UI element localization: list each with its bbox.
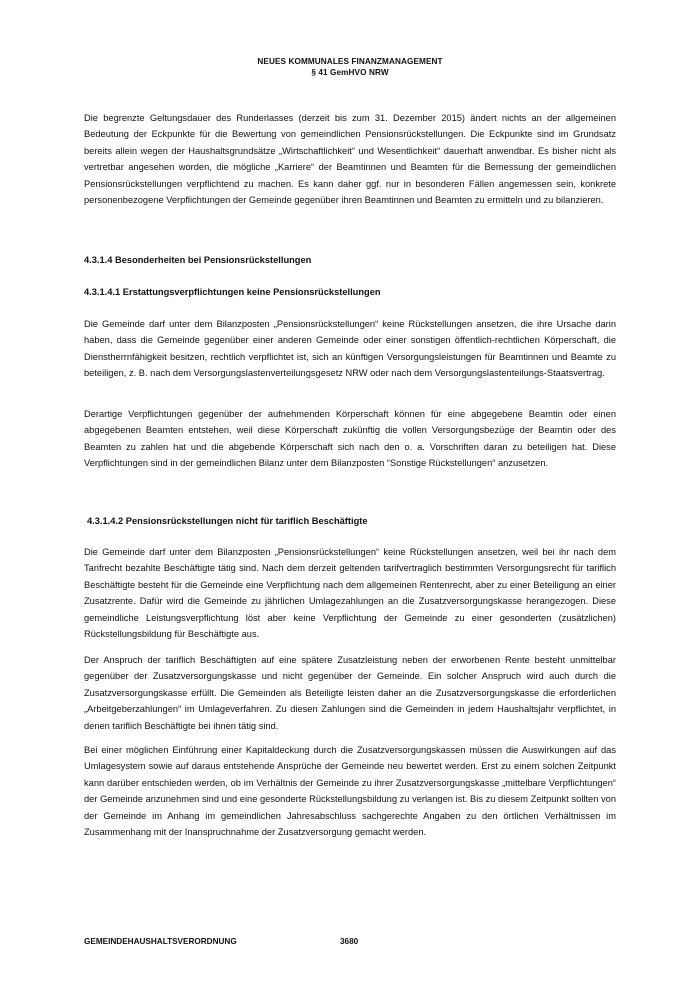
paragraph-text: Die Gemeinde darf unter dem Bilanzposten „Pensionsrückstellungen“ keine Rückstellungen ansetzen, die ihre Ursache darin haben, dass die Gemeinde gegenüber einer anderen Gemeinde oder einer sonstigen öffentlich-rechtlichen Körperschaft, die Dienstherrnfähigkeit besitzen, rechtlich verpflichtet ist, sich an künftigen Versorgungsleistungen für Beamtinnen und Beamte zu beteiligen, z. B. nach dem Versorgungslastenverteilungsgesetz NRW oder nach dem Versorgungslastenteilungs-Staatsvertrag. <box>84 319 616 379</box>
footer-page-number: 3680 <box>340 937 359 946</box>
paragraph-text: Die begrenzte Geltungsdauer des Runderlasses (derzeit bis zum 31. Dezember 2015) ändert nichts an der allgemeinen Bedeutung der Eckpunkte für die Bewertung von gemeindlichen Pensionsrückstellungen. Die Eckpunkte sind im Grundsatz bereits allein wegen der Haushaltsgrundsätze „Wirtschaftlichkeit“ und Wesentlichkeit“ dauerhaft anwendbar. Es bisher nicht als vertretbar angesehen worden, die mögliche „Karriere“ der Beamtinnen und Beamten für die Bemessung der gemeindlichen Pensionsrückstellungen verpflichtend zu machen. Es kann daher ggf. nur in besonderen Fällen angemessen sein, konkrete personenbezogene Verpflichtungen der Gemeinde gegenüber ihren Beamtinnen und Beamten zu ermitteln und zu bilanzieren. <box>84 113 616 206</box>
paragraph-text: Die Gemeinde darf unter dem Bilanzposten „Pensionsrückstellungen“ keine Rückstellungen ansetzen, weil bei ihr nach dem Tarifrecht bezahlte Beschäftigte tätig sind. Nach dem derzeit geltenden tarifvertraglich bestimmten Versorgungsrecht für tariflich Beschäftigte besteht für die Gemeinde eine Verpflichtung nach dem allgemeinen Rentenrecht, aber zu einer Beteiligung an einer Zusatzrente. Dafür wird die Gemeinde zu jährlichen Umlagezahlungen an die Zusatzversorgungskasse herangezogen. Diese gemeindliche Leistungsverpflichtung löst aber keine Verpflichtung der Gemeinde zu einer gesonderten (zusätzlichen) Rückstellungsbildung für Beschäftigte aus. <box>84 547 616 640</box>
header-title: NEUES KOMMUNALES FINANZMANAGEMENT <box>257 57 443 66</box>
paragraph-4-3-1-4-2-c <box>84 742 616 840</box>
paragraph-4-3-1-4-1-a <box>84 316 616 382</box>
paragraph-text: Bei einer möglichen Einführung einer Kapitaldeckung durch die Zusatzversorgungskassen müssen die Auswirkungen auf das Umlagesystem sowie auf daraus entstehende Ansprüche der Gemeinde neu bewertet werden. Erst zu einem solchen Zeitpunkt kann darüber entschieden werden, ob im Verhältnis der Gemeinde zu ihrer Zusatzversorgungskasse „mittelbare Verpflichtungen“ der Gemeinde anzunehmen sind und eine gesonderte Rückstellungsbildung zu verlangen ist. Bis zu diesem Zeitpunkt sollten von der Gemeinde im Anhang im gemeindlichen Jahresabschluss sachgerechte Angaben zu den örtlichen Verhältnissen im Zusammenhang mit der Inanspruchnahme der Zusatzversorgung gemacht werden. <box>84 745 616 838</box>
paragraph-4-3-1-4-2-a <box>84 544 616 642</box>
paragraph-4-3-1-4-2-b <box>84 652 616 734</box>
footer-document-name: GEMEINDEHAUSHALTSVERORDNUNG <box>84 937 237 946</box>
page-header <box>0 56 700 78</box>
header-subtitle: § 41 GemHVO NRW <box>311 68 389 77</box>
paragraph-4-3-1-4-1-b <box>84 406 616 472</box>
paragraph-text: Derartige Verpflichtungen gegenüber der aufnehmenden Körperschaft können für eine abgegebene Beamtin oder einen abgegebenen Beamten entstehen, weil diese Körperschaft zukünftig die vollen Versorgungsbezüge der Beamtin oder des Beamten zu zahlen hat und die abgebende Körperschaft sich nach den o. a. Vorschriften daran zu beteiligen hat. Diese Verpflichtungen sind in der gemeindlichen Bilanz unter dem Bilanzposten “Sonstige Rückstellungen“ anzusetzen. <box>84 409 616 469</box>
intro-paragraph <box>84 110 616 208</box>
section-heading-4-3-1-4-1: 4.3.1.4.1 Erstattungsverpflichtungen keine Pensionsrückstellungen <box>84 287 381 297</box>
section-heading-4-3-1-4-2: 4.3.1.4.2 Pensionsrückstellungen nicht für tariflich Beschäftigte <box>87 516 368 526</box>
section-heading-4-3-1-4: 4.3.1.4 Besonderheiten bei Pensionsrückstellungen <box>84 255 312 265</box>
paragraph-text: Der Anspruch der tariflich Beschäftigten auf eine spätere Zusatzleistung neben der erworbenen Rente besteht unmittelbar gegenüber der Zusatzversorgungskasse und nicht gegenüber der Gemeinde. Ein solcher Anspruch wird auch durch die Zusatzversorgungskasse erfüllt. Die Gemeinden als Beteiligte leisten daher an die Zusatzversorgungskasse die erforderlichen „Arbeitgeberzahlungen“ im Umlageverfahren. Zu diesen Zahlungen sind die Gemeinden in jedem Haushaltsjahr verpflichtet, in denen tariflich Beschäftigte bei ihnen tätig sind. <box>84 655 616 731</box>
